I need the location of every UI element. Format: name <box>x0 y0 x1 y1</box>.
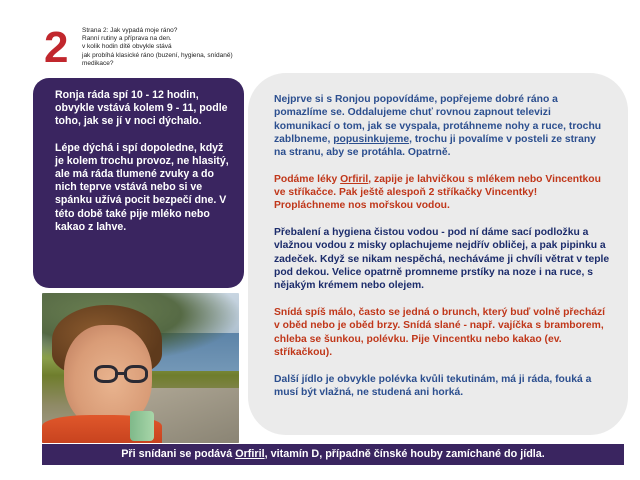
glasses-right <box>124 365 148 383</box>
sleep-paragraph: Ronja ráda spí 10 - 12 hodin, obvykle vstává kolem 9 - 11, podle toho, jak se jí v noci dýchalo. <box>55 89 228 128</box>
glasses-bridge <box>117 372 125 375</box>
child-photo <box>42 293 239 443</box>
footer-text-a: Při snídani se podává <box>121 448 236 460</box>
header-note-line: Ranní rutiny a příprava na den. <box>82 35 172 43</box>
photo-cup <box>130 411 154 441</box>
routine-panel <box>248 73 628 435</box>
morning-paragraph: Lépe dýchá i spí dopoledne, když je kolem trochu provoz, ne hlasitý, ale má ráda tlumené zvuky a do nich teprve vstává nebo si ve spánku užívá pocit bezpečí dne. V této době také pije mléko nebo kakao z lahve. <box>55 141 229 233</box>
page-number: 2 <box>44 23 69 72</box>
breakfast-paragraph: Snídá spíš málo, často se jedná o brunch, který buď volně přechází v oběd nebo je oběd brzy. Snídá slané - např. vajíčka s bramborem, chleba se šunkou, polévku. Pije Vincentku nebo kakao (ev. stříkačkou). <box>274 307 606 358</box>
wakeup-underlined-word: popusinkujeme <box>333 133 410 145</box>
footer-text-b: , vitamín D, případně čínské houby zamíchané do jídla. <box>264 448 545 460</box>
medication-text-a: Podáme léky <box>274 173 341 185</box>
header-note-line: Strana 2: Jak vypadá moje ráno? <box>82 27 178 34</box>
footer-bar <box>42 444 624 465</box>
sleep-info-box <box>33 78 244 288</box>
medication-text-b: , zapije je lahvičkou s mlékem nebo Vincentkou ve stříkačce. Pak ještě alespoň 2 stříkačky Vincentky! Propláchneme nos mořskou vodou. <box>274 173 601 212</box>
header-note-line: medikace? <box>82 59 114 67</box>
hygiene-paragraph: Přebalení a hygiena čistou vodou - pod ní dáme sací podložku a vlažnou vodou z misky oplachujeme nejdřív obličej, a pak pipinku a zadeček. Když se nikam nespěchá, necháváme ji chvíli větrat v teple pod dekou. Velice opatrně promneme prstíky na noze i na ruce, s nějakým krémem nebo olejem. <box>274 227 610 292</box>
next-meal-paragraph: Další jídlo je obvykle polévka kvůli tekutinám, má ji ráda, fouká a musí být vlažná, ne studená ani horká. <box>274 373 592 398</box>
glasses-left <box>94 365 118 383</box>
footer-underlined-word: Orfiril <box>235 448 265 460</box>
wakeup-paragraph <box>274 93 610 159</box>
header-notes <box>82 27 282 68</box>
header-note-line: v kolik hodin dítě obvykle stává <box>82 43 172 51</box>
medication-underlined-word: Orfiril <box>340 173 369 185</box>
header-note-line: jak probíhá klasické ráno (buzení, hygiena, snídaně) <box>82 51 233 59</box>
wakeup-text-a: Nejprve si s Ronjou popovídáme, popřejeme dobré ráno a pomazlíme se. Oddalujeme chuť rovnou zapnout televizi komunikací o tom, jak se vyspala, protáhneme nohy a ruce, trochu zablbneme, <box>274 94 602 145</box>
wakeup-text-b: , trochu ji povalíme v posteli ze strany na stranu, aby se protáhla. Opatrně. <box>274 133 596 159</box>
medication-paragraph <box>274 173 610 213</box>
